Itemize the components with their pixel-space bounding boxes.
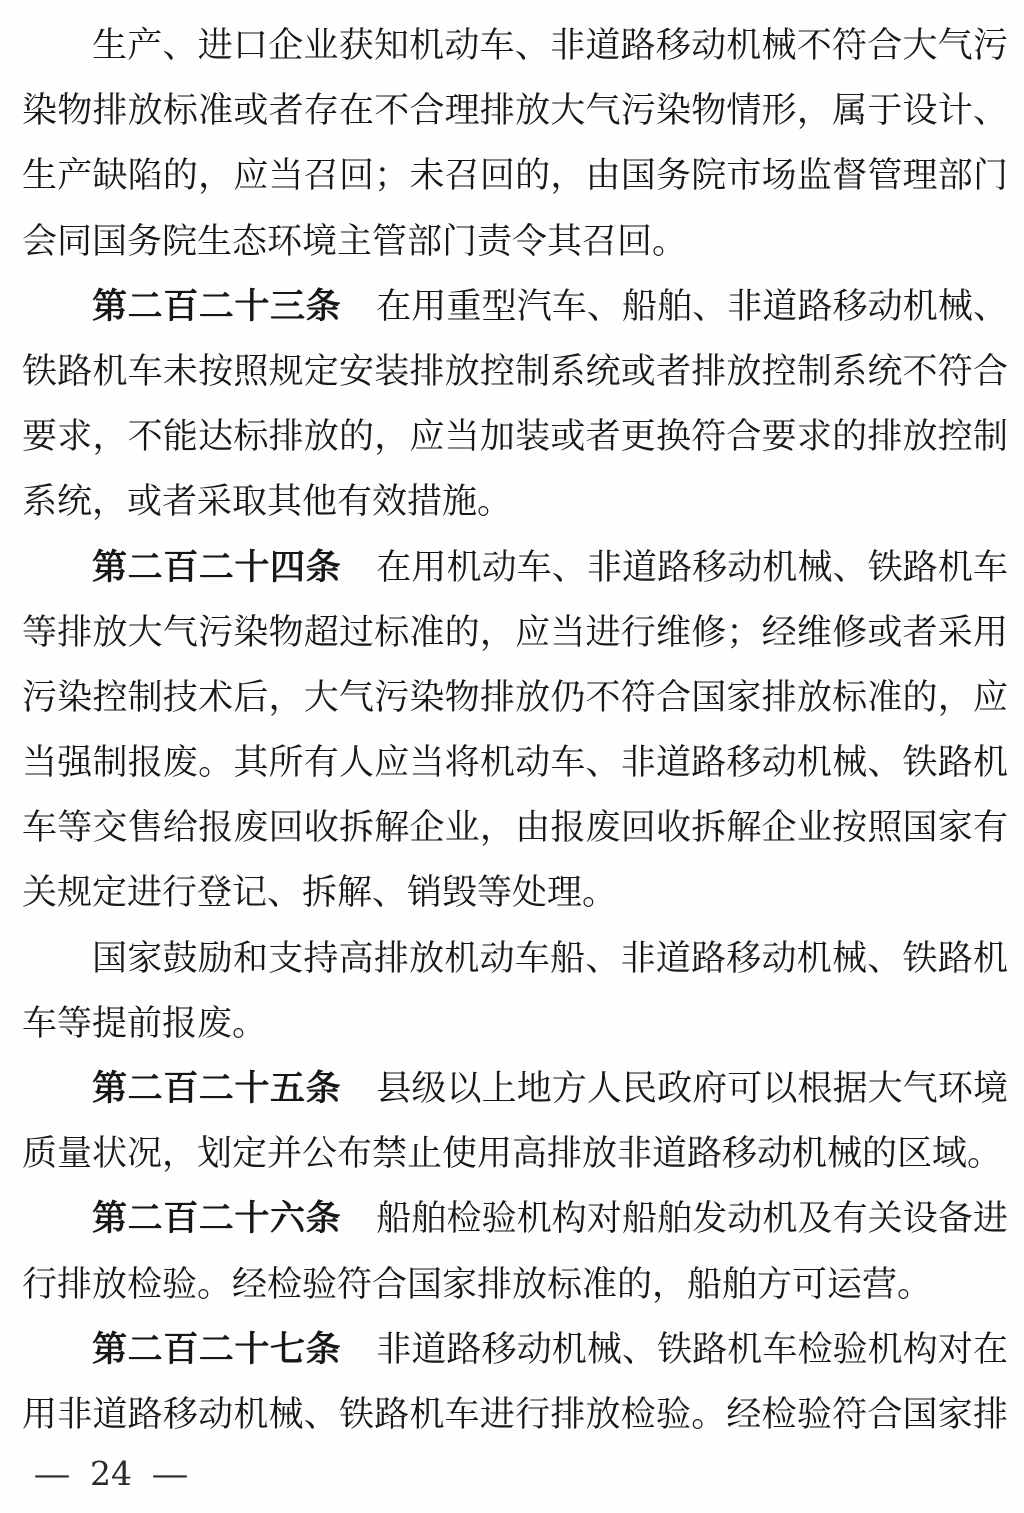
line-text: 在用机动车、非道路移动机械、铁路机车 xyxy=(341,547,1008,588)
article-number: 第二百二十四条 xyxy=(92,547,342,588)
line-text: 船舶检验机构对船舶发动机及有关设备进 xyxy=(341,1199,1008,1240)
line-text: 非道路移动机械、铁路机车检验机构对在 xyxy=(341,1329,1008,1370)
text-line xyxy=(22,927,1008,992)
line-text: 在用重型汽车、船舶、非道路移动机械、 xyxy=(341,286,1008,327)
text-line xyxy=(22,470,1008,535)
legal-text xyxy=(22,14,1008,1448)
page-number: 24 xyxy=(90,1454,132,1493)
footer-dash-right: — xyxy=(151,1454,189,1493)
article-number: 第二百二十三条 xyxy=(92,286,342,327)
text-line xyxy=(22,536,1008,601)
page-footer xyxy=(33,1454,189,1493)
line-text: 染物排放标准或者存在不合理排放大气污染物情形，属于设计、 xyxy=(22,91,1008,132)
footer-dash-left: — xyxy=(33,1454,71,1493)
text-line xyxy=(22,14,1008,79)
line-text: 关规定进行登记、拆解、销毁等处理。 xyxy=(22,873,618,914)
text-line xyxy=(22,144,1008,209)
text-line xyxy=(22,340,1008,405)
text-line xyxy=(22,210,1008,275)
line-text: 当强制报废。其所有人应当将机动车、非道路移动机械、铁路机 xyxy=(22,743,1008,784)
line-text: 要求，不能达标排放的，应当加装或者更换符合要求的排放控制 xyxy=(22,417,1008,458)
text-line xyxy=(22,79,1008,144)
line-text: 县级以上地方人民政府可以根据大气环境 xyxy=(341,1069,1008,1109)
line-text: 等排放大气污染物超过标准的，应当进行维修；经维修或者采用 xyxy=(22,612,1008,653)
text-line xyxy=(22,1318,1008,1383)
text-line xyxy=(22,861,1008,926)
text-line xyxy=(22,1057,1008,1122)
text-line xyxy=(22,1383,1008,1448)
article-number: 第二百二十五条 xyxy=(92,1069,342,1109)
line-text: 生产、进口企业获知机动车、非道路移动机械不符合大气污 xyxy=(92,26,1008,66)
line-text: 车等提前报废。 xyxy=(22,1003,268,1044)
line-text: 国家鼓励和支持高排放机动车船、非道路移动机械、铁路机 xyxy=(92,938,1008,979)
line-text: 行排放检验。经检验符合国家排放标准的，船舶方可运营。 xyxy=(22,1264,933,1305)
line-text: 铁路机车未按照规定安装排放控制系统或者排放控制系统不符合 xyxy=(22,351,1008,392)
line-text: 生产缺陷的，应当召回；未召回的，由国务院市场监督管理部门 xyxy=(22,156,1008,197)
text-line xyxy=(22,1122,1008,1187)
text-line xyxy=(22,405,1008,470)
text-line xyxy=(22,666,1008,731)
line-text: 污染控制技术后，大气污染物排放仍不符合国家排放标准的，应 xyxy=(22,677,1008,718)
text-line xyxy=(22,992,1008,1057)
text-line xyxy=(22,731,1008,796)
line-text: 会同国务院生态环境主管部门责令其召回。 xyxy=(22,221,688,262)
line-text: 用非道路移动机械、铁路机车进行排放检验。经检验符合国家排 xyxy=(22,1394,1008,1435)
line-text: 车等交售给报废回收拆解企业，由报废回收拆解企业按照国家有 xyxy=(22,808,1008,849)
text-line xyxy=(22,796,1008,861)
text-line xyxy=(22,275,1008,340)
text-line xyxy=(22,1187,1008,1252)
line-text: 质量状况，划定并公布禁止使用高排放非道路移动机械的区域。 xyxy=(22,1134,1003,1175)
text-line xyxy=(22,1253,1008,1318)
article-number: 第二百二十六条 xyxy=(92,1199,342,1240)
text-line xyxy=(22,601,1008,666)
article-number: 第二百二十七条 xyxy=(92,1329,342,1370)
line-text: 系统，或者采取其他有效措施。 xyxy=(22,482,513,523)
